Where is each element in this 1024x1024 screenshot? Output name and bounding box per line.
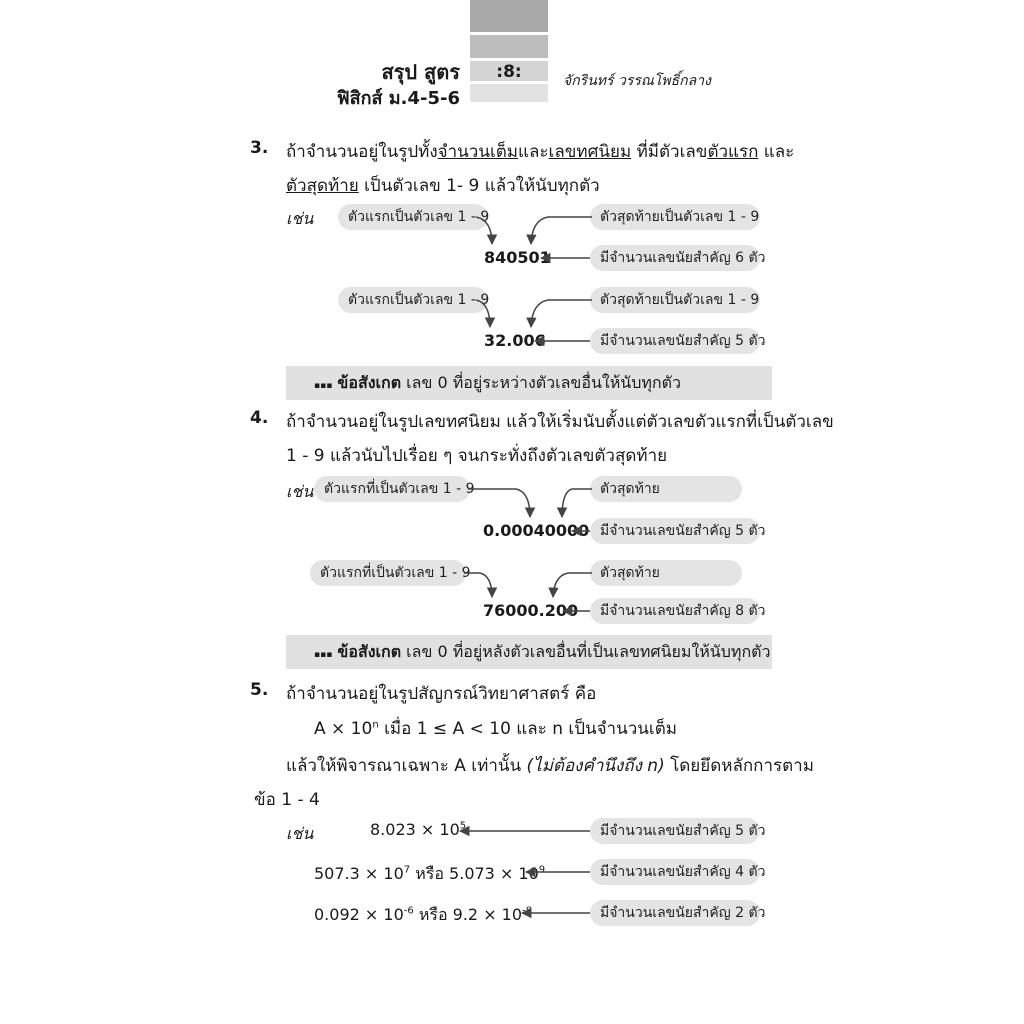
rule5-ex3-count-label: มีจำนวนเลขนัยสำคัญ 2 ตัว [590,900,760,926]
rule4-ex1-number: 0.00040000 [483,521,590,540]
rule3-u2: เลขทศนิยม [548,142,632,162]
rule5-ex3-exp2: -8 [522,905,533,917]
rule4-ex1-count-label: มีจำนวนเลขนัยสำคัญ 5 ตัว [590,518,760,544]
rule3-text-d: และ [758,142,795,162]
rule4-example-label: เช่น [286,482,314,501]
rule4-ex1-last-label: ตัวสุดท้าย [590,476,742,502]
rule3-ex2-first-label: ตัวแรกเป็นตัวเลข 1 - 9 [338,287,488,313]
rule5-ex2-mid: หรือ 5.073 × 10 [410,864,539,883]
rule4-line2: 1 - 9 แล้วนับไปเรื่อย ๆ จนกระทั่งถึงตัวเลขตัวสุดท้าย [286,446,668,466]
rule5-ex3-exp1: -6 [403,905,414,917]
arrow-r3e1-last [531,217,592,244]
rule5-ex2-exp2: 9 [538,864,546,876]
rule3-note-text: เลข 0 ที่อยู่ระหว่างตัวเลขอื่นให้นับทุกตัว [401,373,681,392]
arrow-r4e2-last [553,573,592,597]
rule3-ex1-number: 840501 [484,248,551,267]
rule3-text-a: ถ้าจำนวนอยู่ในรูปทั้ง [286,142,438,162]
rule5-ex2-exp1: 7 [403,864,411,876]
rule5-ex3-base: 0.092 × 10 [314,905,404,924]
rule3-ex1-count-label: มีจำนวนเลขนัยสำคัญ 6 ตัว [590,245,760,271]
rule5-ex1-base: 8.023 × 10 [370,820,460,839]
rule5-formula-a: A × 10 [314,719,373,739]
arrow-r4e2-first [464,573,492,597]
rule3-u3: ตัวแรก [707,142,759,162]
rule5-formula-exp: n [372,719,379,731]
rule5-ex3-mid: หรือ 9.2 × 10 [413,905,523,924]
book-title: สรุป สูตร [381,60,460,84]
rule4-ex2-last-label: ตัวสุดท้าย [590,560,742,586]
rule3-note-bullet: ▪▪▪ [314,381,333,391]
rule3-text-c: ที่มีตัวเลข [631,142,708,162]
rule4-ex2-first-label: ตัวแรกที่เป็นตัวเลข 1 - 9 [310,560,466,586]
rule3-ex2-count-label: มีจำนวนเลขนัยสำคัญ 5 ตัว [590,328,760,354]
rule5-line4: ข้อ 1 - 4 [254,790,320,810]
rule3-number: 3. [250,138,269,158]
rule4-number: 4. [250,408,269,428]
rule3-text-b: และ [518,142,549,162]
rule5-number: 5. [250,680,269,700]
rule4-note-bullet: ▪▪▪ [314,650,333,660]
rule4-line1: ถ้าจำนวนอยู่ในรูปเลขทศนิยม แล้วให้เริ่มนับตั้งแต่ตัวเลขตัวแรกที่เป็นตัวเลข [286,412,834,432]
rule4-ex2-count-label: มีจำนวนเลขนัยสำคัญ 8 ตัว [590,598,760,624]
rule3-ex1-first-label: ตัวแรกเป็นตัวเลข 1 - 9 [338,204,488,230]
rule5-line3-b: โดยยึดหลักการตาม [664,756,814,776]
rule4-note-title: ข้อสังเกต [337,642,402,661]
rule5-ex2-base: 507.3 × 10 [314,864,404,883]
page-number: :8: [496,62,522,82]
book-subtitle: ฟิสิกส์ ม.4-5-6 [336,88,460,109]
rule3-ex1-last-label: ตัวสุดท้ายเป็นตัวเลข 1 - 9 [590,204,760,230]
arrow-r3e2-first [476,300,490,327]
rule5-ex1-count-label: มีจำนวนเลขนัยสำคัญ 5 ตัว [590,818,760,844]
rule3-example-label: เช่น [286,209,314,228]
arrow-r3e2-last [531,300,592,327]
arrow-r3e1-first [476,217,492,244]
rule5-line3-italic: (ไม่ต้องคำนึงถึง n) [526,756,665,776]
rule4-ex2-number: 76000.200 [483,601,579,620]
arrow-r4e1-first [468,489,530,517]
rule5-example-label: เช่น [286,824,314,843]
rule3-ex2-last-label: ตัวสุดท้ายเป็นตัวเลข 1 - 9 [590,287,760,313]
rule3-ex2-number: 32.006 [484,331,546,350]
rule5-ex1-exp: 5 [459,820,467,832]
arrow-r4e1-last [562,489,592,517]
rule3-note-title: ข้อสังเกต [337,373,402,392]
rule4-ex1-first-label: ตัวแรกที่เป็นตัวเลข 1 - 9 [314,476,470,502]
author-name: จักรินทร์ วรรณโพธิ์กลาง [563,73,711,89]
rule5-formula-b: เมื่อ 1 ≤ A < 10 และ n เป็นจำนวนเต็ม [378,719,677,739]
rule3-text-e: เป็นตัวเลข 1- 9 แล้วให้นับทุกตัว [358,176,600,196]
rule3-u4: ตัวสุดท้าย [286,176,359,196]
rule5-line1: ถ้าจำนวนอยู่ในรูปสัญกรณ์วิทยาศาสตร์ คือ [286,684,597,704]
rule3-u1: จำนวนเต็ม [437,142,519,162]
rule5-line3-a: แล้วให้พิจารณาเฉพาะ A เท่านั้น [286,756,527,776]
rule4-note-text: เลข 0 ที่อยู่หลังตัวเลขอื่นที่เป็นเลขทศนิยมให้นับทุกตัว [401,642,771,661]
rule5-ex2-count-label: มีจำนวนเลขนัยสำคัญ 4 ตัว [590,859,760,885]
